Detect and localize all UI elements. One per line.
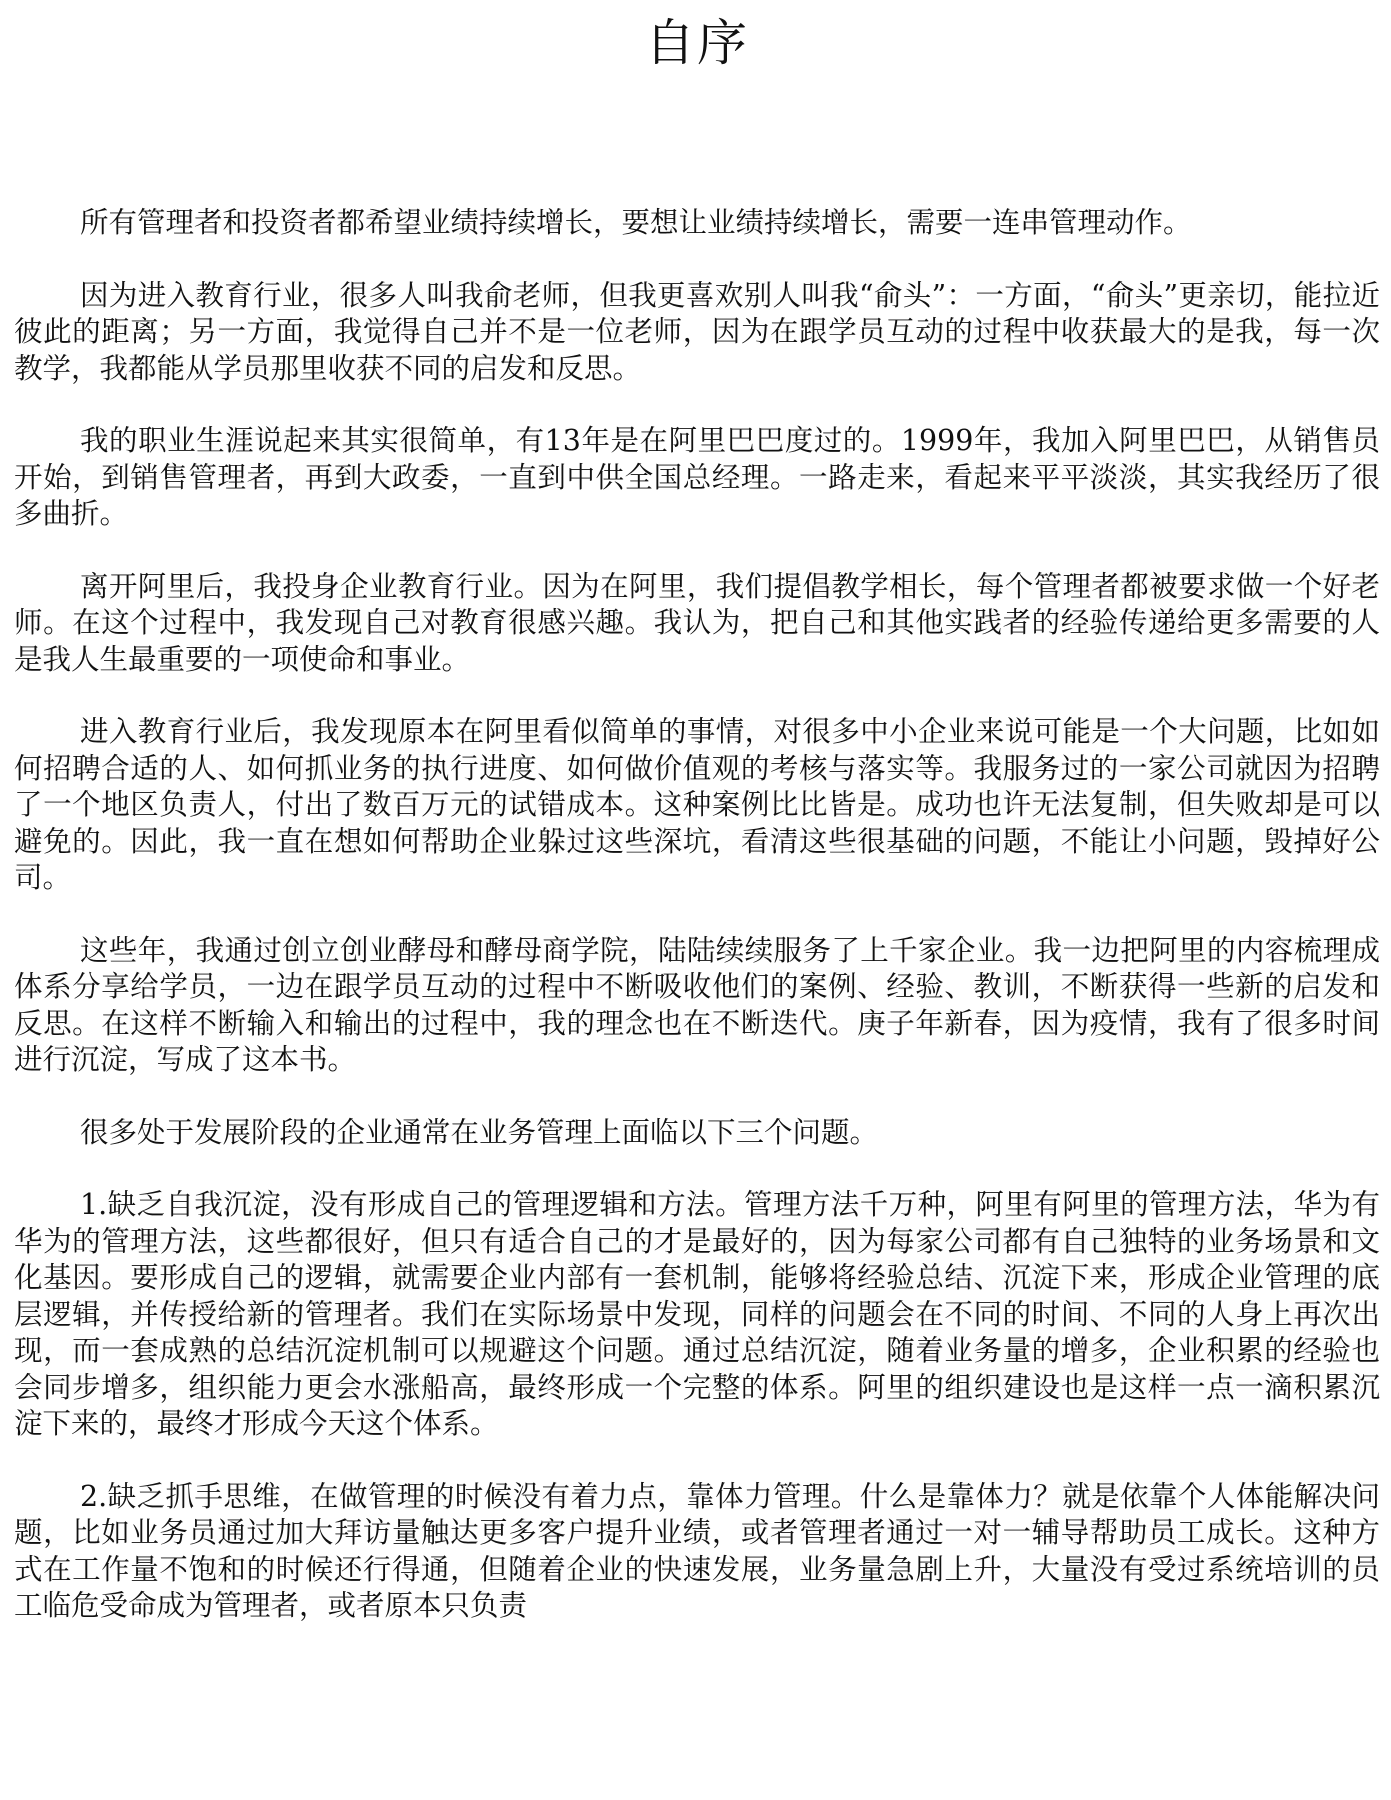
paragraph-6: 这些年，我通过创立创业酵母和酵母商学院，陆陆续续服务了上千家企业。我一边把阿里的内容梳理成体系分享给学员，一边在跟学员互动的过程中不断吸收他们的案例、经验、教训，不断获得一些新的启发和反思。在这样不断输入和输出的过程中，我的理念也在不断迭代。庚子年新春，因为疫情，我有了很多时间进行沉淀，写成了这本书。 — [14, 933, 1380, 1076]
paragraph-1: 所有管理者和投资者都希望业绩持续增长，要想让业绩持续增长，需要一连串管理动作。 — [80, 206, 1192, 239]
paragraph-4: 离开阿里后，我投身企业教育行业。因为在阿里，我们提倡教学相长，每个管理者都被要求做一个好老师。在这个过程中，我发现自己对教育很感兴趣。我认为，把自己和其他实践者的经验传递给更多需要的人是我人生最重要的一项使命和事业。 — [14, 569, 1380, 676]
document-page — [14, 0, 1380, 1800]
paragraph-5: 进入教育行业后，我发现原本在阿里看似简单的事情，对很多中小企业来说可能是一个大问题，比如如何招聘合适的人、如何抓业务的执行进度、如何做价值观的考核与落实等。我服务过的一家公司就因为招聘了一个地区负责人，付出了数百万元的试错成本。这种案例比比皆是。成功也许无法复制，但失败却是可以避免的。因此，我一直在想如何帮助企业躲过这些深坑，看清这些很基础的问题，不能让小问题，毁掉好公司。 — [14, 715, 1380, 894]
paragraph-9: 2.缺乏抓手思维，在做管理的时候没有着力点，靠体力管理。什么是靠体力？就是依靠个人体能解决问题，比如业务员通过加大拜访量触达更多客户提升业绩，或者管理者通过一对一辅导帮助员工成长。这种方式在工作量不饱和的时候还行得通，但随着企业的快速发展，业务量急剧上升，大量没有受过系统培训的员工临危受命成为管理者，或者原本只负责 — [14, 1479, 1380, 1622]
page-title: 自序 — [645, 14, 749, 72]
paragraph-2: 因为进入教育行业，很多人叫我俞老师，但我更喜欢别人叫我“俞头”：一方面，“俞头”更亲切，能拉近彼此的距离；另一方面，我觉得自己并不是一位老师，因为在跟学员互动的过程中收获最大的是我，每一次教学，我都能从学员那里收获不同的启发和反思。 — [14, 278, 1380, 385]
paragraph-3: 我的职业生涯说起来其实很简单，有13年是在阿里巴巴度过的。1999年，我加入阿里巴巴，从销售员开始，到销售管理者，再到大政委，一直到中供全国总经理。一路走来，看起来平平淡淡，其实我经历了很多曲折。 — [14, 424, 1380, 530]
paragraph-7: 很多处于发展阶段的企业通常在业务管理上面临以下三个问题。 — [80, 1115, 879, 1149]
paragraph-8: 1.缺乏自我沉淀，没有形成自己的管理逻辑和方法。管理方法千万种，阿里有阿里的管理方法，华为有华为的管理方法，这些都很好，但只有适合自己的才是最好的，因为每家公司都有自己独特的业务场景和文化基因。要形成自己的逻辑，就需要企业内部有一套机制，能够将经验总结、沉淀下来，形成企业管理的底层逻辑，并传授给新的管理者。我们在实际场景中发现，同样的问题会在不同的时间、不同的人身上再次出现，而一套成熟的总结沉淀机制可以规避这个问题。通过总结沉淀，随着业务量的增多，企业积累的经验也会同步增多，组织能力更会水涨船高，最终形成一个完整的体系。阿里的组织建设也是这样一点一滴积累沉淀下来的，最终才形成今天这个体系。 — [14, 1188, 1380, 1440]
document-body — [14, 205, 1380, 1661]
